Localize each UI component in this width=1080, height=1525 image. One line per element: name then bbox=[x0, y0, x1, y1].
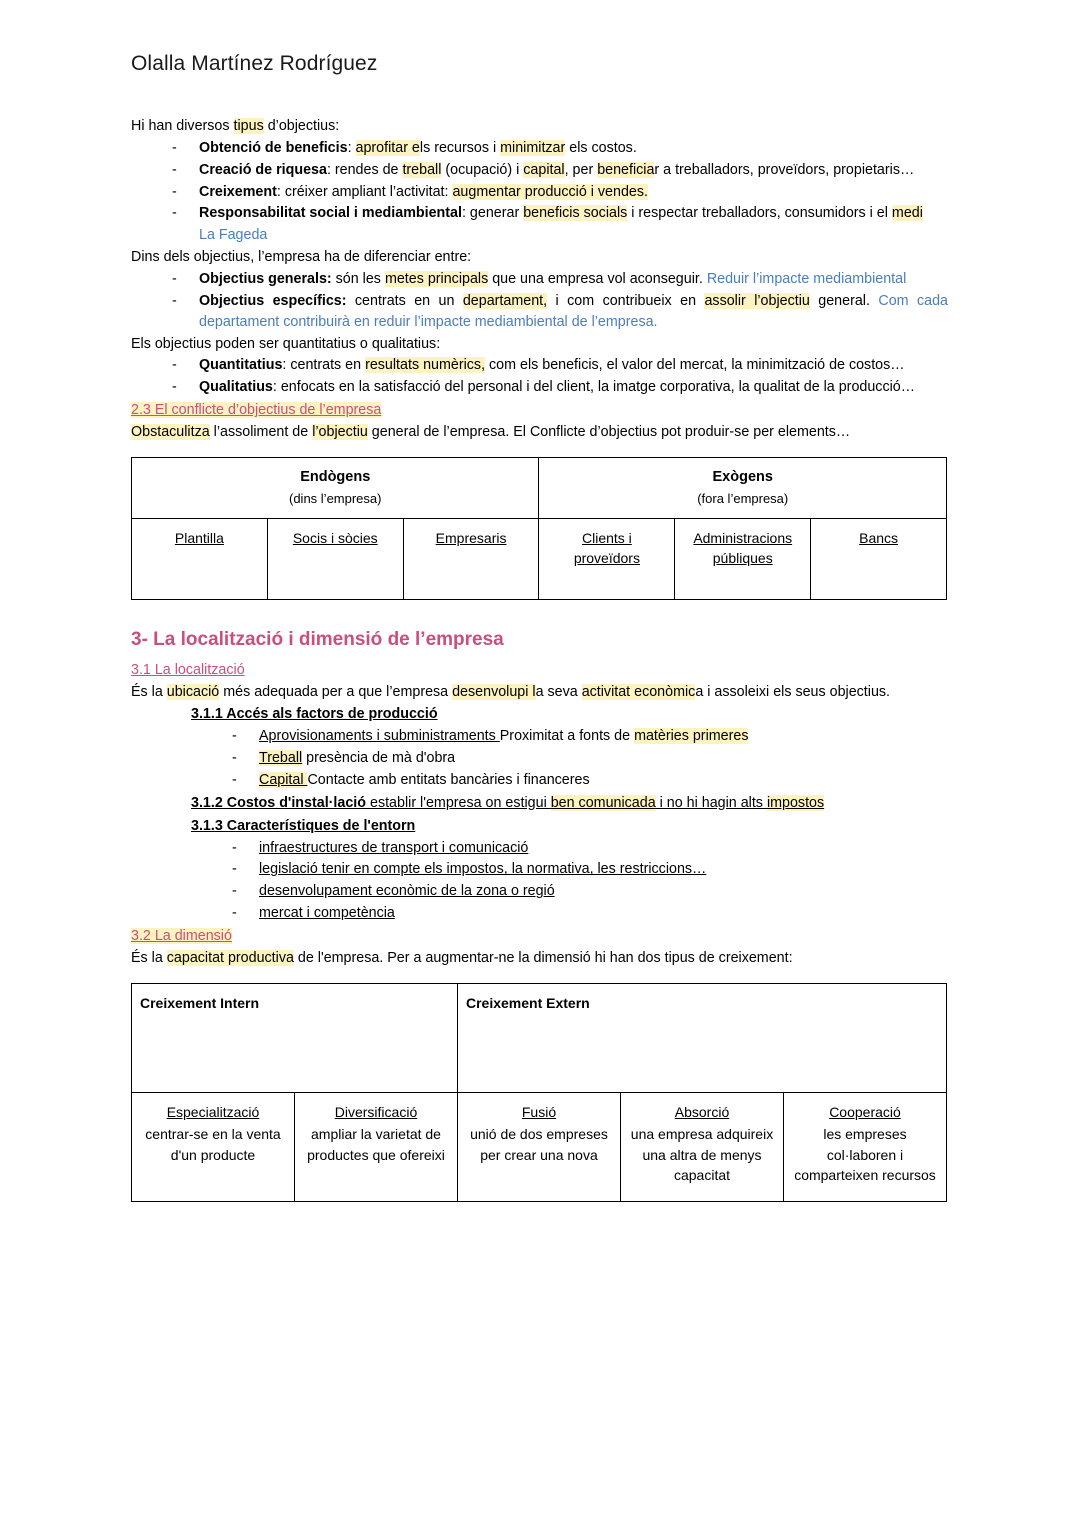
growth-table bbox=[131, 983, 947, 1202]
paragraph-3-1: És la ubicació més adequada per a que l’empresa desenvolupi la seva activitat econòmica i assoleixi els seus objectius. bbox=[131, 683, 891, 700]
list-item: - desenvolupament econòmic de la zona o regió bbox=[131, 881, 948, 902]
list-item: - legislació tenir en compte els impostos, la normativa, les restriccions… bbox=[131, 859, 948, 880]
table-row bbox=[132, 1092, 947, 1201]
list-item: - Aprovisionaments i subministraments Proximitat a fonts de matèries primeres bbox=[131, 726, 948, 747]
heading-2-3: 2.3 El conflicte d’objectius de l’empresa bbox=[131, 402, 382, 419]
table-row bbox=[132, 519, 947, 600]
heading-3-1-2: 3.1.2 Costos d'instal·lació establir l'empresa on estigui ben comunicada i no hi hagin alts impostos bbox=[191, 794, 825, 811]
list-item: - mercat i competència bbox=[131, 903, 948, 924]
table-cell: Especialització centrar-se en la venta d'un producte bbox=[132, 1092, 295, 1201]
table-cell: Socis i sòcies bbox=[267, 519, 403, 600]
fageda-note: La Fageda bbox=[199, 227, 268, 244]
conflict-paragraph: Obstaculitza l’assoliment de l’objectiu general de l’empresa. El Conflicte d’objectius pot produir-se per elements… bbox=[131, 424, 851, 441]
table-cell: Clients i proveïdors bbox=[539, 519, 675, 600]
heading-3-1-1: 3.1.1 Accés als factors de producció bbox=[191, 706, 438, 723]
list-item: - Quantitatius: centrats en resultats numèrics, com els beneficis, el valor del mercat, la minimització de costos… bbox=[131, 355, 948, 376]
objectives-quant-qual-list bbox=[131, 355, 948, 398]
list-item: - Objectius generals: són les metes principals que una empresa vol aconseguir. Reduir l’impacte mediambiental bbox=[131, 269, 948, 290]
intro-line-1: Hi han diversos tipus d’objectius: bbox=[131, 118, 340, 134]
objectives-list bbox=[131, 138, 948, 224]
conflict-table bbox=[131, 457, 947, 600]
paragraph-3-2: És la capacitat productiva de l'empresa. Per a augmentar-ne la dimensió hi han dos tipus de creixement: bbox=[131, 949, 793, 966]
list-item: - Responsabilitat social i mediambiental: generar beneficis socials i respectar treballadors, consumidors i el medi bbox=[131, 203, 948, 224]
table-row bbox=[132, 983, 947, 1092]
objectives-general-specific-list bbox=[131, 269, 948, 333]
table-header-endogens: Endògens (dins l’empresa) bbox=[132, 457, 539, 518]
list-item: - Creació de riquesa: rendes de treball (ocupació) i capital, per beneficiar a treballadors, proveïdors, propietaris… bbox=[131, 160, 948, 181]
table-header-exogens: Exògens (fora l’empresa) bbox=[539, 457, 947, 518]
list-item: - Creixement: créixer ampliant l’activitat: augmentar producció i vendes. bbox=[131, 182, 948, 203]
list-item: - Treball presència de mà d'obra bbox=[131, 748, 948, 769]
table-header-extern: Creixement Extern bbox=[458, 983, 947, 1092]
page-title: Olalla Martínez Rodríguez bbox=[131, 52, 378, 75]
list-item: - Qualitatius: enfocats en la satisfacció del personal i del client, la imatge corporativa, la qualitat de la producció… bbox=[131, 377, 948, 398]
document-body bbox=[131, 116, 948, 1202]
factors-list bbox=[131, 726, 948, 791]
intro-line-3: Els objectius poden ser quantitatius o qualitatius: bbox=[131, 335, 441, 352]
table-cell: Empresaris bbox=[403, 519, 539, 600]
table-cell: Diversificació ampliar la varietat de productes que ofereixi bbox=[295, 1092, 458, 1201]
list-item: - Objectius específics: centrats en un departament, i com contribueix en assolir l’objectiu general. Com cada departament contribuirà en reduir l’impacte mediambiental de l’empresa. bbox=[131, 291, 948, 333]
table-row bbox=[132, 457, 947, 518]
table-cell: Fusió unió de dos empreses per crear una nova bbox=[458, 1092, 621, 1201]
table-header-intern: Creixement Intern bbox=[132, 983, 458, 1092]
table-cell: Administracions públiques bbox=[675, 519, 811, 600]
table-cell: Cooperació les empreses col·laboren i comparteixen recursos bbox=[784, 1092, 947, 1201]
list-item: - Capital Contacte amb entitats bancàries i financeres bbox=[131, 770, 948, 791]
table-cell: Absorció una empresa adquireix una altra de menys capacitat bbox=[621, 1092, 784, 1201]
heading-3-2: 3.2 La dimensió bbox=[131, 928, 232, 945]
section-heading-3: 3- La localització i dimensió de l’empresa bbox=[131, 629, 504, 651]
list-item: - Obtenció de beneficis: aprofitar els recursos i minimitzar els costos. bbox=[131, 138, 948, 159]
entorn-list bbox=[131, 838, 948, 924]
table-cell: Plantilla bbox=[132, 519, 268, 600]
list-item: - infraestructures de transport i comunicació bbox=[131, 838, 948, 859]
heading-3-1: 3.1 La localització bbox=[131, 661, 245, 678]
table-cell: Bancs bbox=[811, 519, 947, 600]
heading-3-1-3: 3.1.3 Característiques de l'entorn bbox=[191, 817, 416, 834]
intro-line-2: Dins dels objectius, l’empresa ha de diferenciar entre: bbox=[131, 249, 472, 266]
